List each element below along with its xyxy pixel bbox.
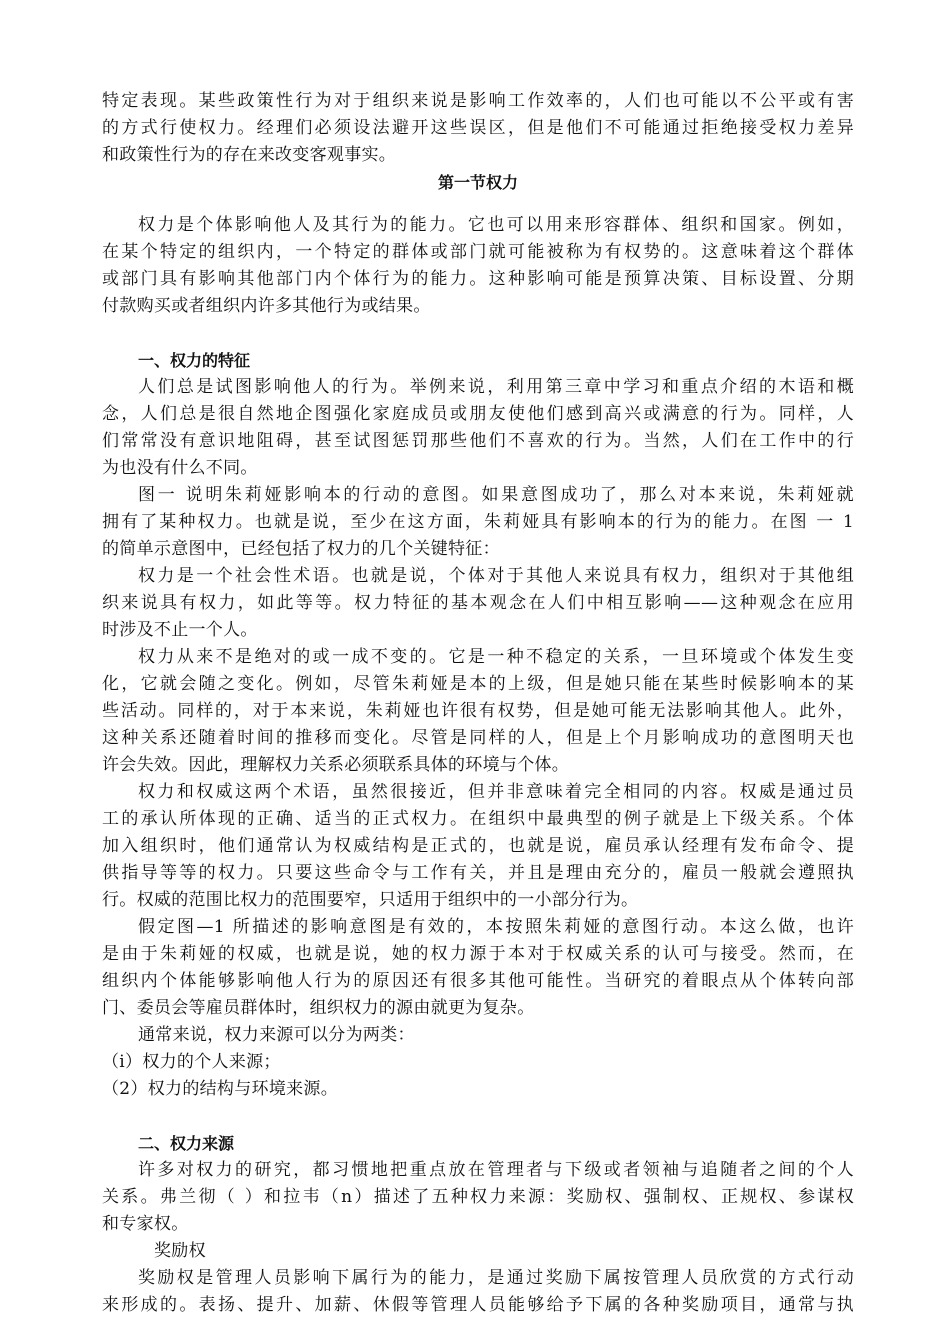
text-line: 化，它就会随之变化。例如，尽管朱莉娅是本的上级，但是她只能在某些时候影响本的某 <box>102 674 854 694</box>
text-line: 为也没有什么不同。 <box>102 458 258 478</box>
list-item: （2）权力的结构与环境来源。 <box>102 1079 339 1099</box>
heading-power-characteristics: 一、权力的特征 <box>138 351 251 370</box>
text-line: 许会失效。因此，理解权力关系必须联系具体的环境与个体。 <box>102 755 570 775</box>
paragraph <box>102 914 854 1022</box>
text-line: 和政策性行为的存在来改变客观事实。 <box>102 145 397 165</box>
text-line: 来形成的。表扬、提升、加薪、休假等管理人员能够给予下属的各种奖励项目，通常与执 <box>102 1295 854 1315</box>
paragraph <box>102 779 854 914</box>
text-line: 些活动。同样的，对于本来说，朱莉娅也许很有权势，但是她可能无法影响其他人。此外， <box>102 701 854 721</box>
text-line: 供指导等等的权力。只要这些命令与工作有关，并且是理由充分的，雇员一般就会遵照执 <box>102 863 854 883</box>
paragraph <box>102 482 854 563</box>
text-line: 奖励权是管理人员影响下属行为的能力，是通过奖励下属按管理人员欣赏的方式行动 <box>138 1268 854 1288</box>
text-line: 拥有了某种权力。也就是说，至少在这方面，朱莉娅具有影响本的行为的能力。在图 一 1 <box>102 512 854 532</box>
text-line: 假定图—1 所描述的影响意图是有效的，本按照朱莉娅的意图行动。本这么做，也许 <box>138 917 854 937</box>
text-line: 行。权威的范围比权力的范围要窄，只适用于组织中的一小部分行为。 <box>102 890 639 910</box>
text-line: 通常来说，权力来源可以分为两类： <box>138 1025 415 1045</box>
definition-paragraph <box>102 212 854 320</box>
text-line: 特定表现。某些政策性行为对于组织来说是影响工作效率的，人们也可能以不公平或有害 <box>102 91 854 111</box>
section-title: 第一节权力 <box>437 173 518 192</box>
text-line: 加入组织时，他们通常认为权威结构是正式的，也就是说，雇员承认经理有发布命令、提 <box>102 836 854 856</box>
text-line: 关系。弗兰彻（ ）和拉韦（n）描述了五种权力来源：奖励权、强制权、正规权、参谋权 <box>102 1187 854 1207</box>
text-line: 权力从来不是绝对的或一成不变的。它是一种不稳定的关系，一旦环境或个体发生变 <box>138 647 854 667</box>
text-line: 门、委员会等雇员群体时，组织权力的源由就更为复杂。 <box>102 998 535 1018</box>
text-line: 工的承认所体现的正确、适当的正式权力。在组织中最典型的例子就是上下级关系。个体 <box>102 809 854 829</box>
text-line: 的简单示意图中，已经包括了权力的几个关键特征： <box>102 539 500 559</box>
paragraph <box>102 374 854 482</box>
text-line: 织来说具有权力，如此等等。权力特征的基本观念在人们中相互影响——这种观念在应用 <box>102 593 854 613</box>
intro-paragraph <box>102 88 854 169</box>
text-line: 这种关系还随着时间的推移而变化。尽管是同样的人，但是上个月影响成功的意图明天也 <box>102 728 854 748</box>
heading-power-sources: 二、权力来源 <box>138 1134 235 1153</box>
document-page <box>102 88 854 1319</box>
text-line: 和专家权。 <box>102 1214 189 1234</box>
text-line: 权力是个体影响他人及其行为的能力。它也可以用来形容群体、组织和国家。例如， <box>138 215 854 235</box>
text-line: 付款购买或者组织内许多其他行为或结果。 <box>102 296 431 316</box>
text-line: 时涉及不止一个人。 <box>102 620 258 640</box>
text-line: 组织内个体能够影响他人行为的原因还有很多其他可能性。当研究的着眼点从个体转向部 <box>102 971 854 991</box>
text-line: 权力是一个社会性术语。也就是说，个体对于其他人来说具有权力，组织对于其他组 <box>138 566 854 586</box>
text-line: 权力和权威这两个术语，虽然很接近，但并非意味着完全相同的内容。权威是通过员 <box>138 782 854 802</box>
list-item: （i）权力的个人来源； <box>102 1052 281 1072</box>
paragraph <box>102 1265 854 1319</box>
text-line: 的方式行使权力。经理们必须设法避开这些误区，但是他们不可能通过拒绝接受权力差异 <box>102 118 854 138</box>
text-line: 或部门具有影响其他部门内个体行为的能力。这种影响可能是预算决策、目标设置、分期 <box>102 269 854 289</box>
text-line: 在某个特定的组织内，一个特定的群体或部门就可能被称为有权势的。这意味着这个群体 <box>102 242 854 262</box>
text-line: 人们总是试图影响他人的行为。举例来说，利用第三章中学习和重点介绍的木语和概 <box>138 377 854 397</box>
text-line: 是由于朱莉娅的权威，也就是说，她的权力源于本对于权威关系的认可与接受。然而，在 <box>102 944 854 964</box>
paragraph <box>102 563 854 644</box>
paragraph <box>102 1157 854 1238</box>
subheading-reward-power: 奖励权 <box>154 1241 206 1261</box>
paragraph <box>102 644 854 779</box>
text-line: 许多对权力的研究，都习惯地把重点放在管理者与下级或者领袖与追随者之间的个人 <box>138 1160 854 1180</box>
text-line: 们常常没有意识地阻碍，甚至试图惩罚那些他们不喜欢的行为。当然，人们在工作中的行 <box>102 431 854 451</box>
text-line: 念，人们总是很自然地企图强化家庭成员或朋友使他们感到高兴或满意的行为。同样，人 <box>102 404 854 424</box>
text-line: 图一 说明朱莉娅影响本的行动的意图。如果意图成功了，那么对本来说，朱莉娅就 <box>138 485 854 505</box>
